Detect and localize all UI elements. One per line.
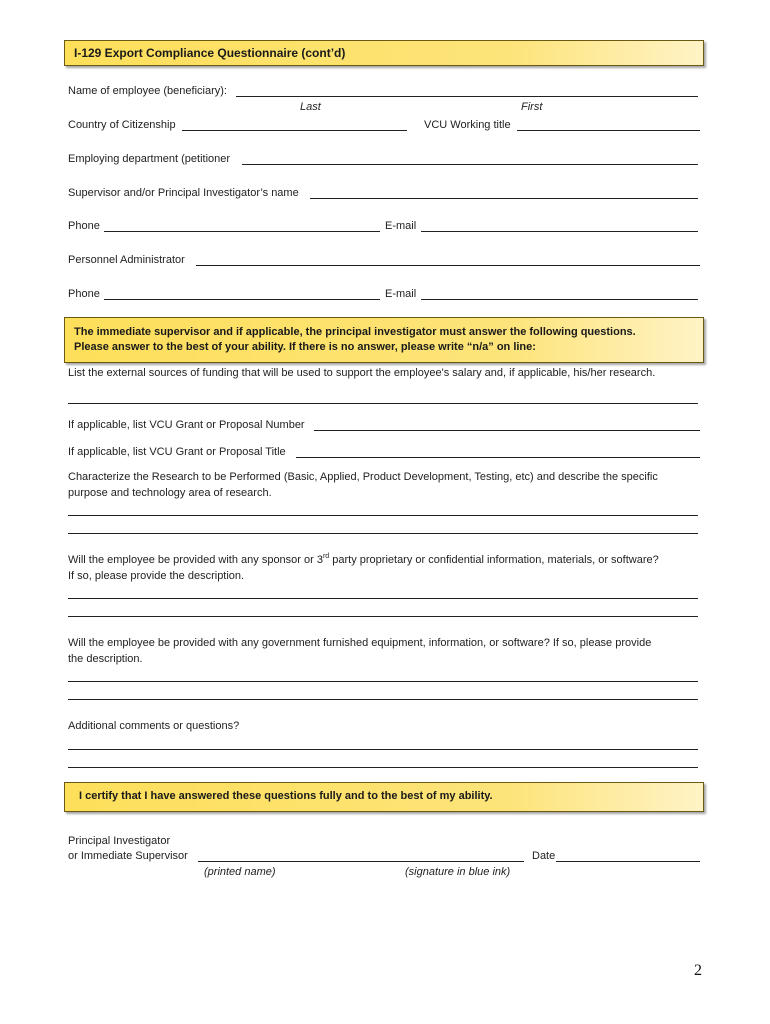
sponsor-question-line-2: If so, please provide the description.	[68, 570, 245, 582]
page-number: 2	[694, 962, 702, 979]
personnel-admin-label: Personnel Administrator	[68, 254, 185, 266]
research-answer-line-1[interactable]	[68, 515, 698, 516]
citizenship-field[interactable]	[182, 130, 407, 131]
form-title: I-129 Export Compliance Questionnaire (cont’d)	[74, 46, 346, 60]
email-field[interactable]	[421, 231, 698, 232]
sponsor-question-pre: Will the employee be provided with any sponsor or 3	[68, 554, 323, 566]
last-name-caption: Last	[300, 101, 321, 113]
department-label: Employing department (petitioner	[68, 153, 231, 165]
signer-label-line-2: or Immediate Supervisor	[68, 850, 188, 862]
signature-field[interactable]	[198, 861, 524, 862]
research-question-line-2: purpose and technology area of research.	[68, 487, 272, 499]
phone2-label: Phone	[68, 288, 100, 300]
comments-question: Additional comments or questions?	[68, 720, 240, 732]
personnel-admin-field[interactable]	[196, 265, 700, 266]
gov-answer-line-2[interactable]	[68, 699, 698, 700]
sponsor-question-line-1	[68, 554, 659, 566]
phone-label: Phone	[68, 220, 100, 232]
gov-question-line-2: the description.	[68, 653, 143, 665]
gov-question-line-1: Will the employee be provided with any government furnished equipment, information, or software? If so, please provide	[68, 637, 652, 649]
supervisor-label: Supervisor and/or Principal Investigator’s name	[68, 187, 299, 199]
signature-caption: (signature in blue ink)	[405, 866, 511, 878]
phone2-field[interactable]	[104, 299, 380, 300]
working-title-field[interactable]	[517, 130, 700, 131]
working-title-label: VCU Working title	[424, 119, 511, 131]
signer-label-line-1: Principal Investigator	[68, 835, 171, 847]
department-field[interactable]	[242, 164, 698, 165]
funding-answer-line[interactable]	[68, 403, 698, 404]
research-question-line-1: Characterize the Research to be Performed (Basic, Applied, Product Development, Testing, etc) and describe the specific	[68, 471, 658, 483]
email2-field[interactable]	[421, 299, 698, 300]
sponsor-answer-line-2[interactable]	[68, 616, 698, 617]
first-name-caption: First	[521, 101, 543, 113]
comments-answer-line-2[interactable]	[68, 767, 698, 768]
email2-label: E-mail	[385, 288, 417, 300]
funding-question: List the external sources of funding that will be used to support the employee's salary and, if applicable, his/her research.	[68, 367, 656, 379]
grant-title-field[interactable]	[296, 457, 700, 458]
sponsor-answer-line-1[interactable]	[68, 598, 698, 599]
form-title-banner	[64, 40, 704, 66]
grant-number-label: If applicable, list VCU Grant or Proposal Number	[68, 419, 305, 431]
grant-title-label: If applicable, list VCU Grant or Proposal Title	[68, 446, 286, 458]
instructions-banner	[64, 317, 704, 363]
grant-number-field[interactable]	[314, 430, 700, 431]
certify-banner	[64, 782, 704, 812]
printed-name-caption: (printed name)	[204, 866, 276, 878]
comments-answer-line-1[interactable]	[68, 749, 698, 750]
employee-name-label: Name of employee (beneficiary):	[68, 85, 227, 97]
instructions-line-1: The immediate supervisor and if applicable, the principal investigator must answer the following questions.	[74, 326, 636, 338]
sponsor-question-sup: rd	[322, 553, 330, 560]
certify-text: I certify that I have answered these questions fully and to the best of my ability.	[79, 790, 493, 802]
sponsor-question-post: party proprietary or confidential information, materials, or software?	[329, 554, 659, 566]
gov-answer-line-1[interactable]	[68, 681, 698, 682]
instructions-line-2: Please answer to the best of your ability. If there is no answer, please write “n/a” on line:	[74, 341, 536, 353]
email-label: E-mail	[385, 220, 417, 232]
research-answer-line-2[interactable]	[68, 533, 698, 534]
citizenship-label: Country of Citizenship	[68, 119, 176, 131]
date-label: Date	[532, 850, 556, 862]
supervisor-field[interactable]	[310, 198, 698, 199]
date-field[interactable]	[556, 861, 700, 862]
phone-field[interactable]	[104, 231, 380, 232]
employee-name-field[interactable]	[236, 96, 698, 97]
